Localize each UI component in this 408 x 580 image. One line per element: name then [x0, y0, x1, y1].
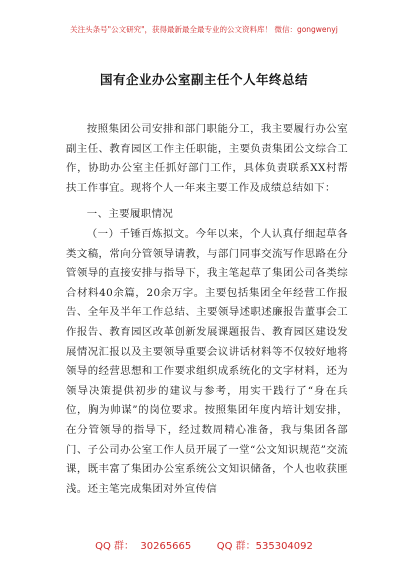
document-body	[66, 120, 348, 499]
document-title: 国有企业办公室副主任个人年终总结	[99, 72, 308, 87]
body-paragraph: （一）千锤百炼拟文。今年以来，个人认真仔细起草各类文稿，常向分管领导请教，与部门同事交流写作思路在分管领导的直接安排与指导下，我主笔起草了集团公司各类综合材料40余篇，20余万字。主要包括集团全年经营工作报告、全年及半年工作总结、主要领导述职述廉报告董事会工作报告、教育园区改革创新发展课题报告、教育园区建设发展情况汇报以及主要领导重要会议讲话材料等不仅较好地将领导的经营思想和工作要求组织成系统化的文字材料，还为领导决策提供初步的建议与参考，用实干践行了“身在兵位，胸为帅谋”的岗位要求。按照集团年度内培计划安排，在分管领导的指导下，经过数周精心准备，我与集团各部门、子公司办公室工作人员开展了一堂“公文知识规范”交流课，既丰富了集团办公室系统公文知识储备，个人也收获匪浅。还主笔完成集团对外宣传信	[66, 227, 348, 495]
section-heading: 一、主要履职情况	[86, 208, 174, 221]
promo-banner: 关注头条号"公文研究"，获得最新最全最专业的公文资料库！ 微信：gongwenyj	[70, 25, 338, 34]
footer-qq-groups: QQ 群： 30265665 QQ 群：535304092	[95, 541, 313, 552]
intro-paragraph: 按照集团公司安排和部门职能分工，我主要履行办公室副主任、教育园区工作主任职能，主要负责集团公文综合工作，协助办公室主任抓好部门工作，具体负责联系XX村帮扶工作事宜。现将个人一年来主要工作及成绩总结如下：	[66, 123, 348, 194]
